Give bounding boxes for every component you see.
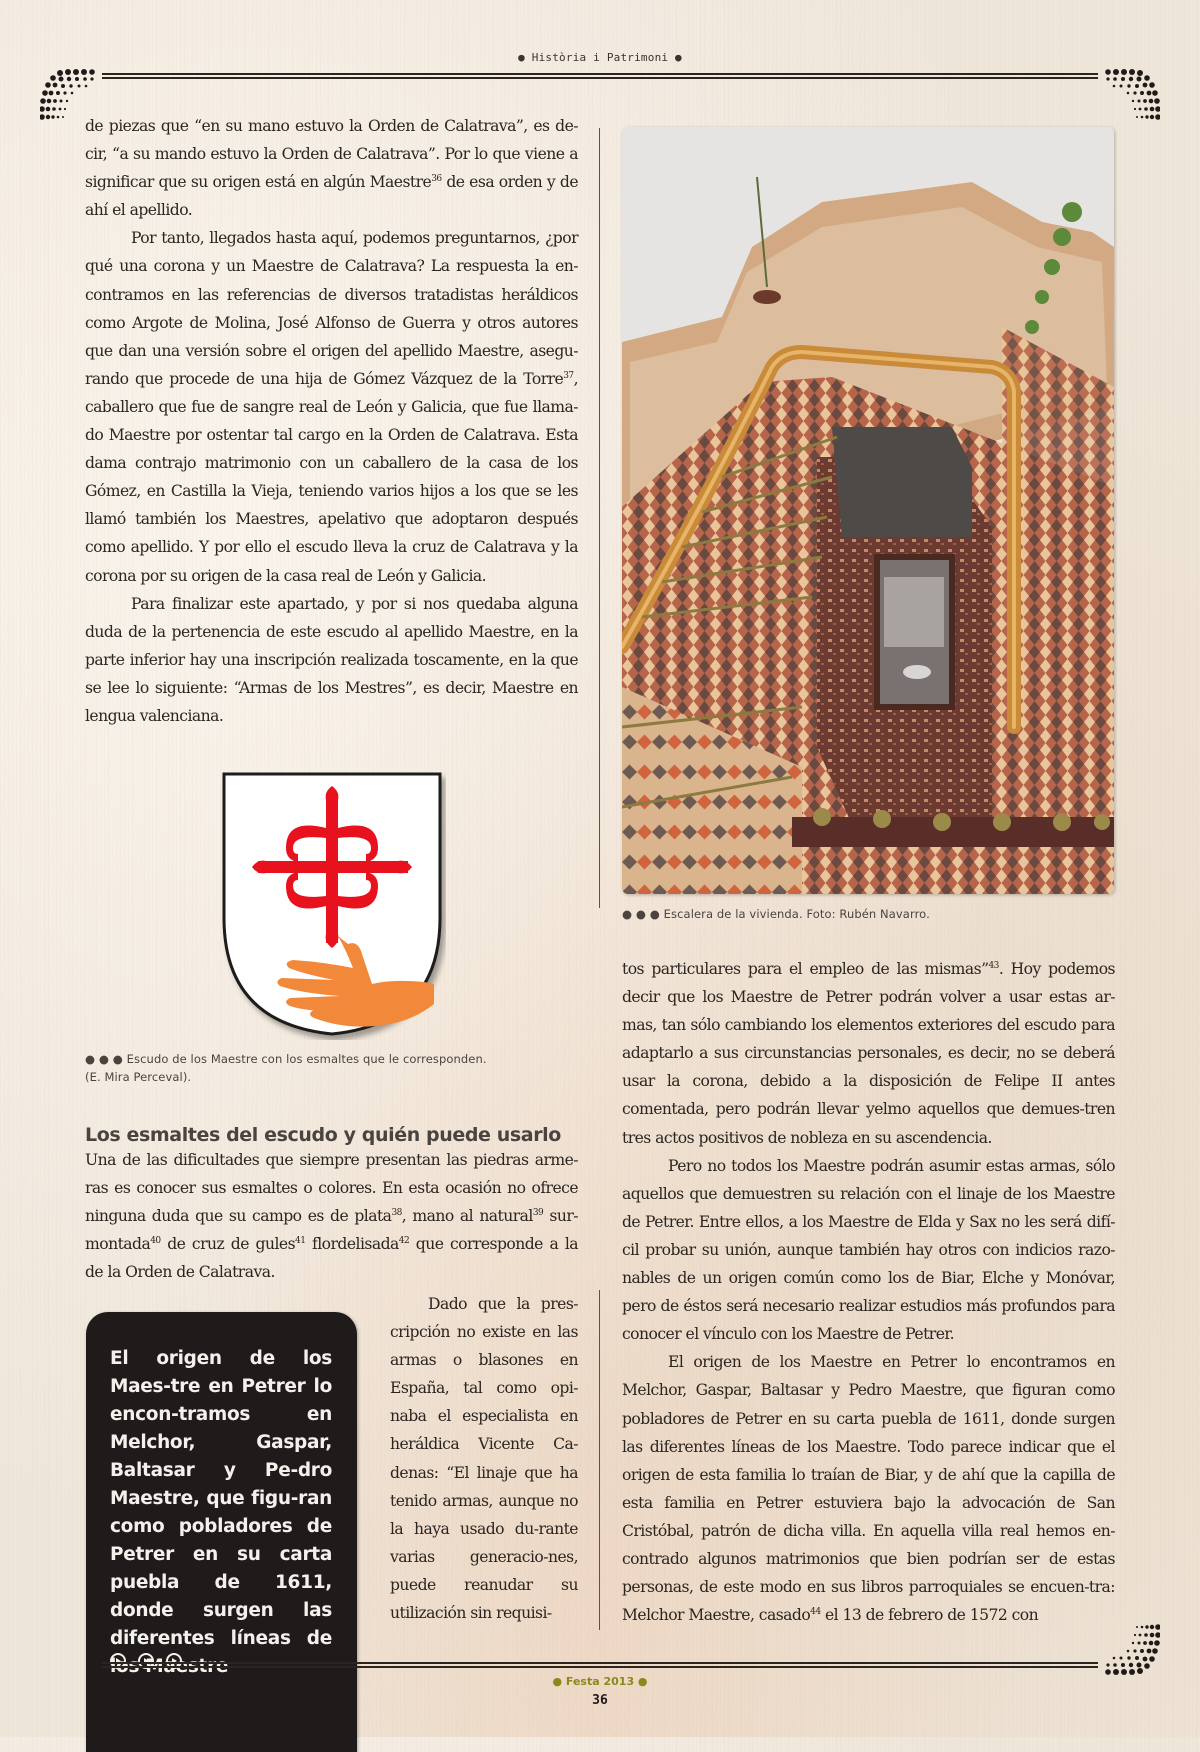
corner-ornament-icon	[1096, 68, 1160, 132]
footnote-ref[interactable]: 41	[295, 1236, 306, 1247]
narrow-column-text	[390, 1290, 578, 1627]
staircase-image	[622, 127, 1114, 894]
column-divider	[599, 1290, 600, 1630]
text-run: que corresponde a la de la Orden de Calatrava.	[85, 1235, 578, 1282]
right-column-text	[622, 955, 1115, 1629]
section-text	[85, 1146, 578, 1286]
footnote-ref[interactable]: 42	[398, 1236, 410, 1247]
section-heading: Los esmaltes del escudo y quién puede usarlo	[85, 1124, 561, 1146]
text-run: Una de las dificultades que siempre presentan las piedras arme-ras es conocer sus esmaltes o colores. En esta ocasión no ofrece ninguna duda que su campo es de plata	[85, 1151, 578, 1226]
paragraph: Para finalizar este apartado, y por si nos quedaba alguna duda de la pertenencia de este escudo al apellido Maestre, en la parte inferior hay una inscripción realizada toscamente, en la que se lee lo siguiente: “Armas de los Mestres”, es decir, Maestre en lengua valenciana.	[85, 594, 578, 725]
left-column-text	[85, 112, 578, 730]
paragraph	[622, 955, 1115, 1152]
photo-caption: ● ● ● Escalera de la vivienda. Foto: Rubén Navarro.	[622, 907, 930, 921]
calatrava-shield-icon	[218, 768, 446, 1040]
text-run: de cruz de gules	[160, 1235, 296, 1254]
footnote-ref[interactable]: 39	[532, 1208, 544, 1219]
footnote-ref[interactable]: 44	[810, 1607, 821, 1618]
paragraph: Dado que la pres-cripción no existe en las armas o blasones en España, tal como opi-naba el especialista en heráldica Vicente Ca-denas: “El linaje que ha tenido armas, aunque no la haya usado du-rante varias generacio-nes, puede reanudar su utilización sin requisi-	[390, 1295, 578, 1623]
text-run: sur-montada	[85, 1207, 578, 1254]
text-run: El origen de los Maestre en Petrer lo encontramos en Melchor, Gaspar, Baltasar y Pedro Maestre, que figuran como pobladores de Petrer en su carta puebla de 1611, donde surgen las diferentes líneas de los Maestre. Todo parece indicar que el origen de esta familia lo traían de Biar, y de ahí que la capilla de esta familia en Petrer estuviera bajo la advocación de San Cristóbal, patrón de dicha villa. En aquella villa real hemos en-contrado algunos matrimonios que bien podrían ser de estas personas, de este modo en sus libros parroquiales se encuen-tra: Melchor Maestre, casado	[622, 1353, 1115, 1625]
text-run: de piezas que “en su mano estuvo la Orden de Calatrava”, es de-cir, “a su mando estuvo la Orden de Calatrava”. Por lo que viene a significar que su origen está en algún Maestre	[85, 117, 578, 192]
footnote-ref[interactable]: 43	[988, 961, 999, 971]
text-run: , mano al natural	[401, 1207, 533, 1226]
text-run: el 13 de febrero de 1572 con	[820, 1606, 1039, 1625]
text-run: tos particulares para el empleo de las mismas”	[622, 960, 989, 978]
column-divider	[599, 128, 600, 908]
footnote-ref[interactable]: 36	[431, 174, 442, 185]
shield-caption	[85, 1050, 585, 1086]
page-number: 36	[592, 1693, 608, 1708]
pullquote-text: El origen de los Maes-tre en Petrer lo encon-tramos en Melchor, Gaspar, Baltasar y Pe-dro Maestre, que figu-ran como pobladores de Petrer en su carta puebla de 1611, donde surgen las diferentes líneas de los Maestre	[110, 1348, 332, 1677]
header-rule	[102, 73, 1098, 79]
publication-label: ● Festa 2013 ●	[552, 1675, 648, 1688]
footnote-ref[interactable]: 38	[391, 1208, 402, 1219]
text-run: . Hoy podemos decir que los Maestre de Petrer podrán volver a usar estas ar-mas, tan sólo cambiando los elementos exteriores del escudo para adaptarlo a sus circunstancias personales, es decir, no se deberá usar la corona, debido a la disposición de Felipe II antes comentada, pero podrán llevar yelmo aquellos que demues-tren tres actos positivos de nobleza en su ascendencia.	[622, 960, 1115, 1147]
section-header-label: ● Història i Patrimoni ●	[518, 51, 682, 64]
shield-caption-credit: (E. Mira Perceval).	[85, 1070, 192, 1084]
staircase-photo	[622, 127, 1114, 894]
shield-caption-line: ● ● ● Escudo de los Maestre con los esmaltes que le corresponden.	[85, 1052, 487, 1066]
text-run: flordelisada	[305, 1235, 399, 1254]
paragraph	[85, 224, 578, 589]
paragraph	[85, 112, 578, 224]
footnote-ref[interactable]: 40	[150, 1236, 161, 1247]
text-run: , caballero que fue de sangre real de León y Galicia, que fue llama-do Maestre por ostentar tal cargo en la Orden de Calatrava. Esta dama contrajo matrimonio con un caballero de la casa de los Gómez, en Castilla la Vieja, teniendo varios hijos a los que se les llamó también los Maestres, apelativo que adoptaron después como apellido. Y por ello el escudo lleva la cruz de Calatrava y la corona por su origen de la casa real de León y Galicia.	[85, 369, 578, 585]
text-run: de esa orden y de ahí el apellido.	[85, 173, 578, 220]
paragraph: Pero no todos los Maestre podrán asumir estas armas, sólo aquellos que demuestren su relación con el linaje de los Maestre de Petrer. Entre ellos, a los Maestre de Elda y Sax no les será difí-cil probar su unión, aunque también hay otros con indicios razo-nables de un origen común como los de Biar, Elche y Monóvar, pero de éstos será necesario realizar estudios más profundos para conocer el vínculo con los Maestre de Petrer.	[622, 1156, 1115, 1344]
paragraph	[622, 1348, 1115, 1629]
text-run: Por tanto, llegados hasta aquí, podemos preguntarnos, ¿por qué una corona y un Maestre de Calatrava? La respuesta la en-contramos en las referencias de diversos tratadistas heráldicos como Argote de Molina, José Alfonso de Guerra y otros autores que dan una versión sobre el origen del apellido Maestre, asegu-rando que procede de una hija de Gómez Vázquez de la Torre	[85, 229, 578, 388]
footnote-ref[interactable]: 37	[563, 370, 574, 381]
footer-rule	[102, 1662, 1098, 1668]
paragraph	[85, 1146, 578, 1286]
